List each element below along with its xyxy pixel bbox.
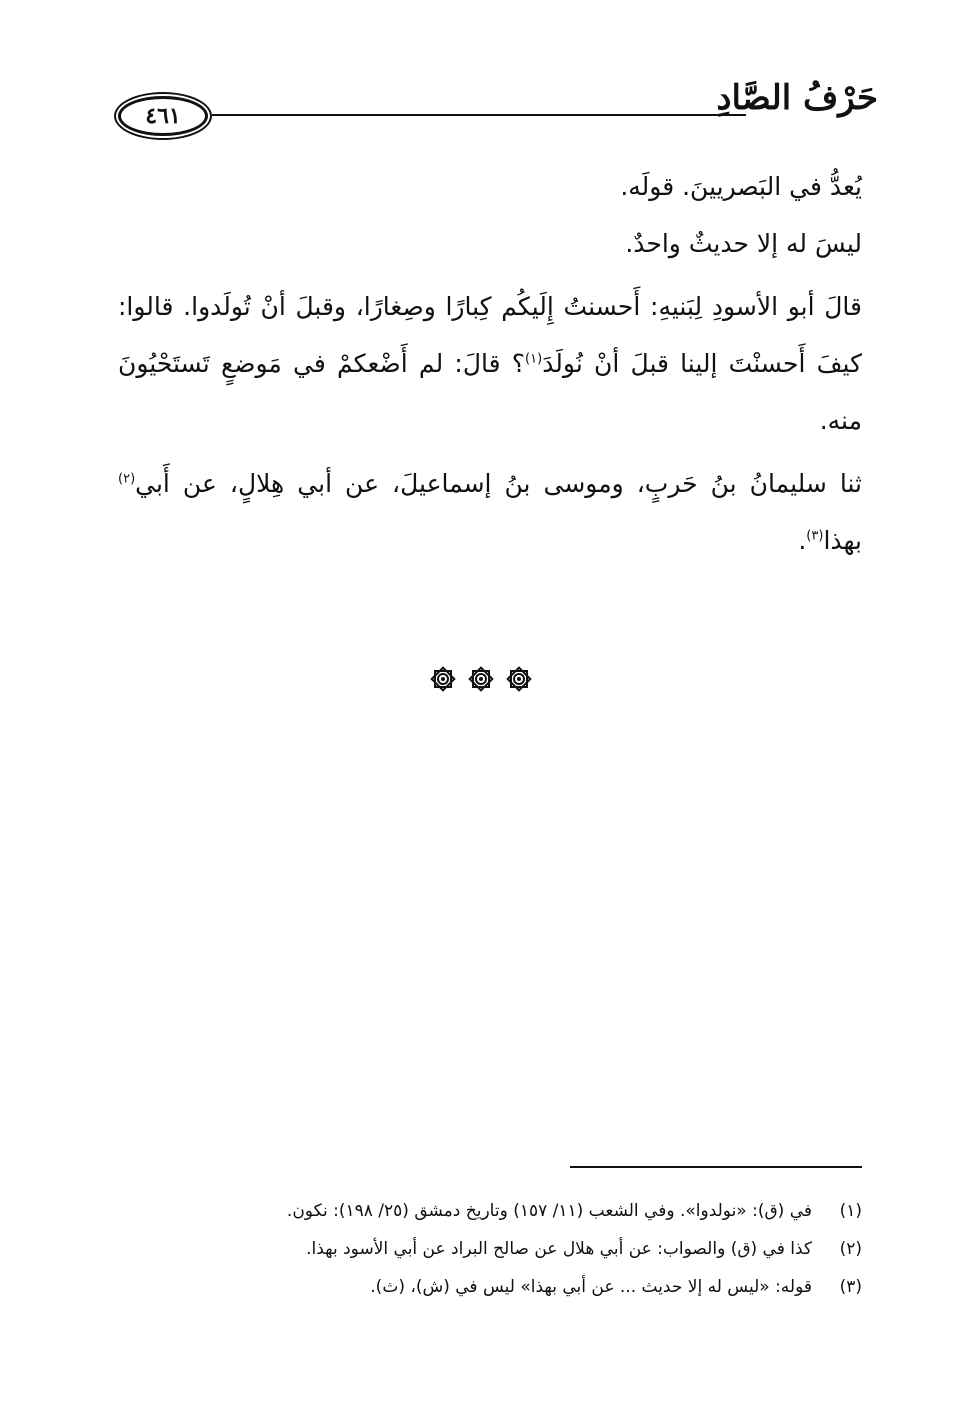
footnote-ref[interactable]: (٣) [806,528,824,544]
page-header [118,78,878,138]
footnote-ref[interactable]: (٢) [118,471,136,487]
footnote-number: (١) [839,1201,862,1221]
main-text [118,158,862,569]
paragraph [118,278,862,449]
footnote-separator [570,1166,862,1168]
footnote-number: (٢) [839,1239,862,1259]
paragraph-text: ثنا سليمانُ بنُ حَربٍ، وموسى بنُ إسماعيلَ، عن أبي هِلالٍ، عن أَبي [135,469,862,498]
footnote-text: قوله: «ليس له إلا حديث ... عن أبي بهذا» ليس في (ش)، (ث). [370,1277,812,1297]
text-line: ليسَ له إلا حديثٌ واحدٌ. [625,229,862,258]
footnote [150,1230,862,1268]
flower-ornament-icon [466,664,496,694]
footnote [150,1268,862,1306]
footnote-text: في (ق): «نولدوا». وفي الشعب (١١/ ١٥٧) وتاريخ دمشق (٢٥/ ١٩٨): نكون. [286,1201,812,1221]
flower-ornament-icon [428,664,458,694]
footnotes [150,1192,862,1306]
page-number-badge: ٤٦١ [118,96,208,136]
paragraph-text: بهذا [823,526,862,555]
footnote-ref[interactable]: (١) [525,351,543,367]
paragraph-text: قالَ أبو الأسودِ لِبَنيهِ: أَحسنتُ إِلَيكُم كِبارًا وصِغارًا، وقبلَ أنْ تُولَدوا. قالوا: كيفَ أَحسنْتَ إلينا قبلَ أنْ نُولَدَ [118,292,862,378]
header-rule [212,114,746,116]
section-divider [0,664,962,694]
flower-ornament-icon [504,664,534,694]
footnote-number: (٣) [839,1277,862,1297]
footnote [150,1192,862,1230]
paragraph [118,455,862,569]
paragraph-text: ؟ قالَ: لم أَضْعكمْ في مَوضعٍ تَستَحْيُونَ منه. [118,349,862,435]
footnote-text: كذا في (ق) والصواب: عن أبي هلال عن صالح البراد عن أبي الأسود بهذا. [306,1239,812,1259]
running-title: حَرْفُ الصَّادِ [716,78,878,118]
paragraph-text: . [798,526,807,555]
text-line: يُعدُّ في البَصريينَ. قولَه. [620,172,862,201]
